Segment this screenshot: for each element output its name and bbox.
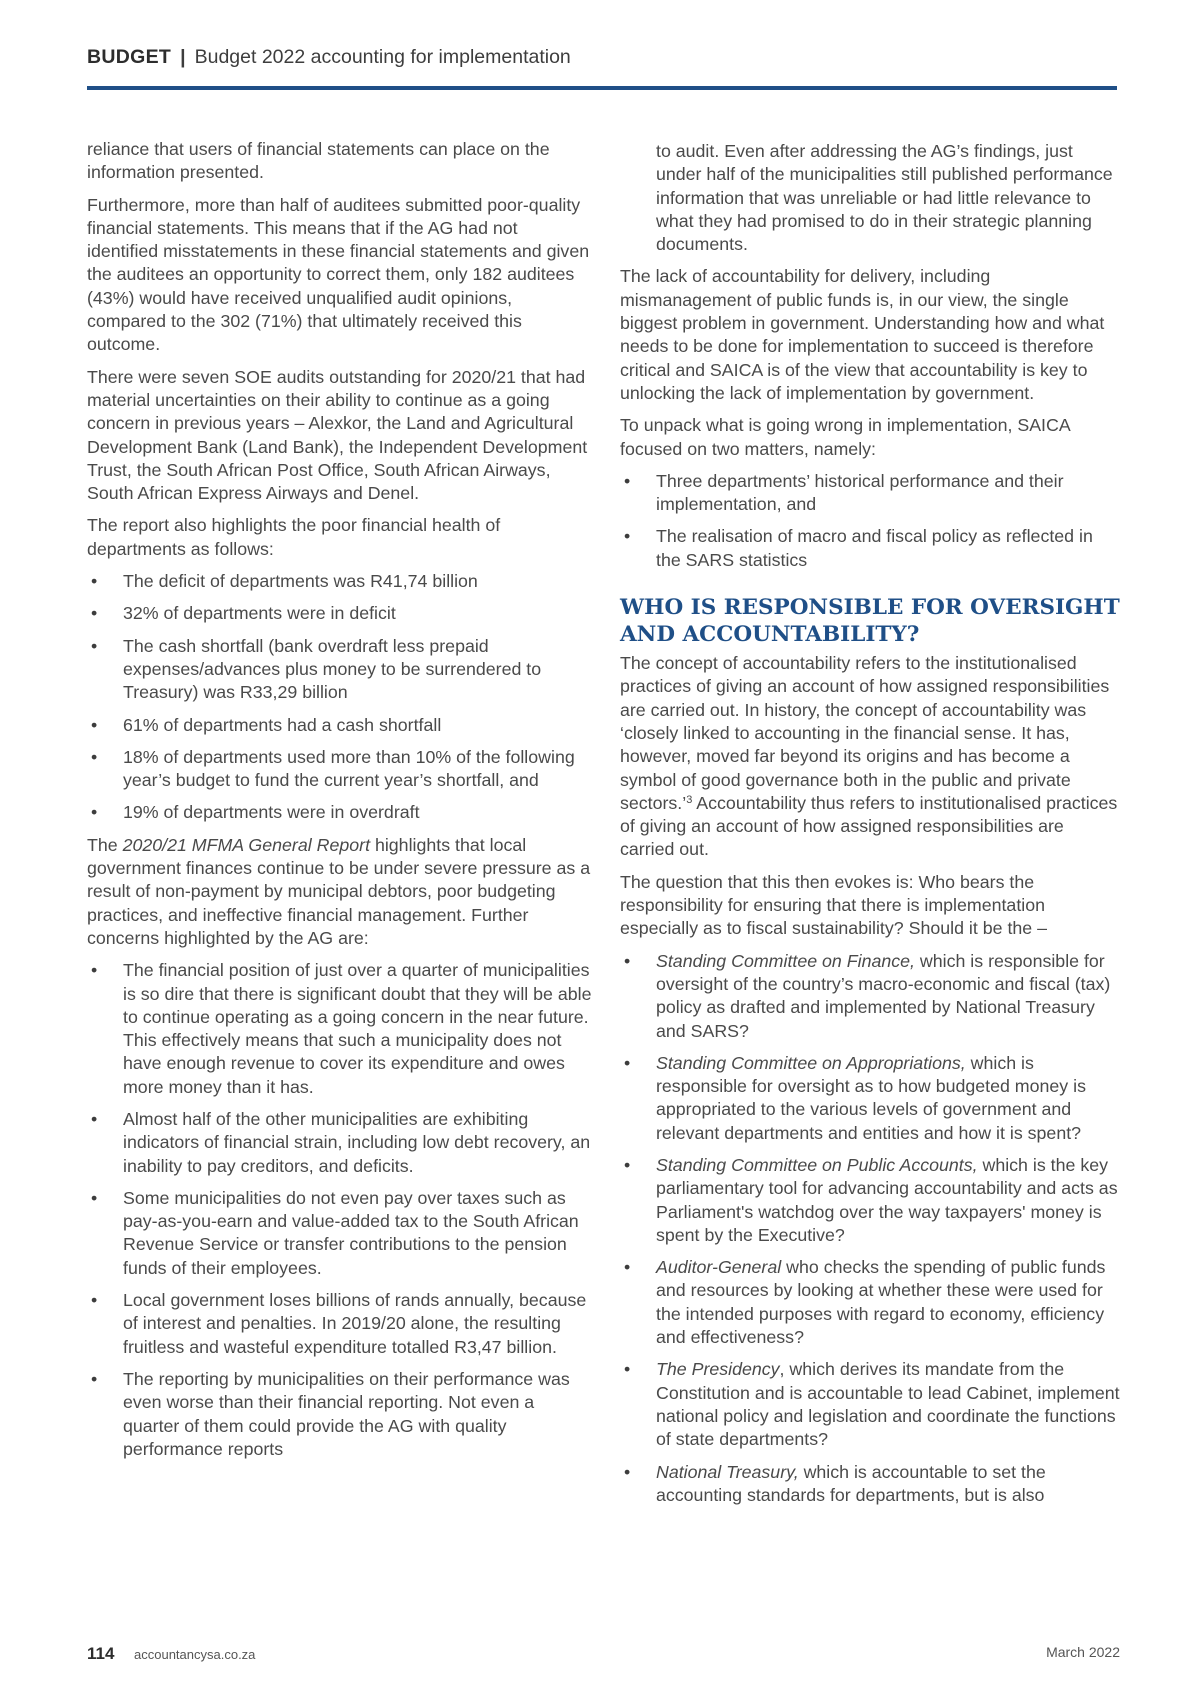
- paragraph: The lack of accountability for delivery, including mismanagement of public funds is, in our view, the single biggest problem in government. Understanding how and what needs to be done for implementation to succeed is therefore critical and SAICA is of the view that accountability is key to unlocking the lack of implementation by government.: [620, 266, 1105, 403]
- paragraph: The 2020/21 MFMA General Report highlights that local government finances continue to be under severe pressure as a result of non-payment by municipal debtors, poor budgeting practices, and ineffective financial management. Further concerns highlighted by the AG are:: [87, 834, 591, 948]
- website-link[interactable]: accountancysa.co.za: [134, 1647, 256, 1662]
- paragraph: There were seven SOE audits outstanding for 2020/21 that had material uncertainties on their ability to continue as a going concern in previous years – Alexkor, the Land and Agricultural Development Bank (Land Bank), the Independent Development Trust, the South African Post Office, South African Airways, South African Express Airways and Denel.: [87, 366, 588, 504]
- departments-bullet-list: [87, 570, 593, 825]
- paragraph: reliance that users of financial statements can place on the information presented.: [87, 139, 550, 183]
- list-item: • Standing Committee on Public Accounts, which is the key parliamentary tool for advancing accountability and acts as Parliament's watchdog over the way taxpayers' money is spent by the Executive?: [620, 1154, 1120, 1247]
- list-item: • Some municipalities do not even pay over taxes such as pay-as-you-earn and value-added tax to the South African Revenue Service or transfer contributions to the pension funds of their employees.: [87, 1187, 593, 1280]
- footnote-marker: 3: [686, 793, 693, 806]
- list-item: • Standing Committee on Finance, which is responsible for oversight of the country’s macro-economic and fiscal (tax) policy as drafted and implemented by National Treasury and SARS?: [620, 950, 1120, 1043]
- running-header: [87, 46, 571, 69]
- list-item: • 61% of departments had a cash shortfall: [87, 714, 593, 737]
- left-column: [87, 138, 593, 1470]
- list-item: • The financial position of just over a quarter of municipalities is so dire that there is significant doubt that they will be able to continue operating as a going concern in the near future. This effectively means that such a municipality does not have enough revenue to cover its expenditure and owes more money than it has.: [87, 959, 593, 1099]
- paragraph: The question that this then evokes is: Who bears the responsibility for ensuring that there is implementation especially as to fiscal sustainability? Should it be the –: [620, 871, 1047, 939]
- header-rule: [87, 86, 1117, 90]
- list-item: • The reporting by municipalities on their performance was even worse than their financial reporting. Not even a quarter of them could provide the AG with quality performance reports: [87, 1368, 593, 1461]
- list-item: • The deficit of departments was R41,74 billion: [87, 570, 593, 593]
- oversight-bodies-list: [620, 950, 1120, 1508]
- list-item: • Auditor-General who checks the spending of public funds and resources by looking at whether these were used for the intended purposes with regard to economy, efficiency and effectiveness?: [620, 1256, 1120, 1349]
- page-number: 114: [87, 1644, 115, 1663]
- paragraph: Furthermore, more than half of auditees submitted poor-quality financial statements. This means that if the AG had not identified misstatements in these financial statements and given the auditees an opportunity to correct them, only 182 auditees (43%) would have received unqualified audit opinions, compared to the 302 (71%) that ultimately received this outcome.: [87, 194, 590, 355]
- list-item: • Three departments’ historical performance and their implementation, and: [620, 470, 1120, 517]
- list-item: • National Treasury, which is accountable to set the accounting standards for departments, but is also: [620, 1461, 1120, 1508]
- paragraph: The concept of accountability refers to the institutionalised practices of giving an account of how assigned responsibilities are carried out. In history, the concept of accountability was ‘closely linked to accounting in the financial sense. It has, however, moved far beyond its origins and has become a symbol of good governance both in the public and private sectors.’$^3$ Accountability thus refers to institutionalised practices of giving an account of how assigned responsibilities are carried out.: [620, 653, 1118, 860]
- right-column: [620, 140, 1120, 1516]
- list-item: • The realisation of macro and fiscal policy as reflected in the SARS statistics: [620, 525, 1120, 572]
- list-item: • Almost half of the other municipalities are exhibiting indicators of financial strain, including low debt recovery, an inability to pay creditors, and deficits.: [87, 1108, 593, 1178]
- municipalities-bullet-list: [87, 959, 593, 1461]
- report-title: 2020/21 MFMA General Report: [122, 834, 371, 855]
- list-item: • The Presidency, which derives its mandate from the Constitution and is accountable to lead Cabinet, implement national policy and legislation and coordinate the functions of state departments?: [620, 1358, 1120, 1451]
- paragraph: To unpack what is going wrong in implementation, SAICA focused on two matters, namely:: [620, 415, 1070, 459]
- list-item: • 32% of departments were in deficit: [87, 602, 593, 625]
- list-item: • The cash shortfall (bank overdraft less prepaid expenses/advances plus money to be surrendered to Treasury) was R33,29 billion: [87, 635, 593, 705]
- paragraph: The report also highlights the poor financial health of departments as follows:: [87, 515, 501, 559]
- saica-focus-list: [620, 470, 1120, 572]
- issue-date: March 2022: [1046, 1644, 1120, 1660]
- section-label: BUDGET: [87, 46, 172, 68]
- list-item: • Local government loses billions of rands annually, because of interest and penalties. In 2019/20 alone, the resulting fruitless and wasteful expenditure totalled R3,47 billion.: [87, 1289, 593, 1359]
- header-separator: |: [180, 46, 186, 68]
- list-item: • 18% of departments used more than 10% of the following year’s budget to fund the current year’s shortfall, and: [87, 746, 593, 793]
- header-title: Budget 2022 accounting for implementation: [194, 46, 571, 68]
- list-item: • Standing Committee on Appropriations, which is responsible for oversight as to how budgeted money is appropriated to the various levels of government and relevant departments and entities and how it is spent?: [620, 1052, 1120, 1145]
- continued-bullet-text: to audit. Even after addressing the AG’s findings, just under half of the municipalities still published performance information that was unreliable or had little relevance to what they had promised to do in their strategic planning documents.: [656, 141, 1113, 255]
- section-heading: WHO IS RESPONSIBLE FOR OVERSIGHT AND ACCOUNTABILITY?: [620, 595, 1120, 648]
- list-item: • 19% of departments were in overdraft: [87, 801, 593, 824]
